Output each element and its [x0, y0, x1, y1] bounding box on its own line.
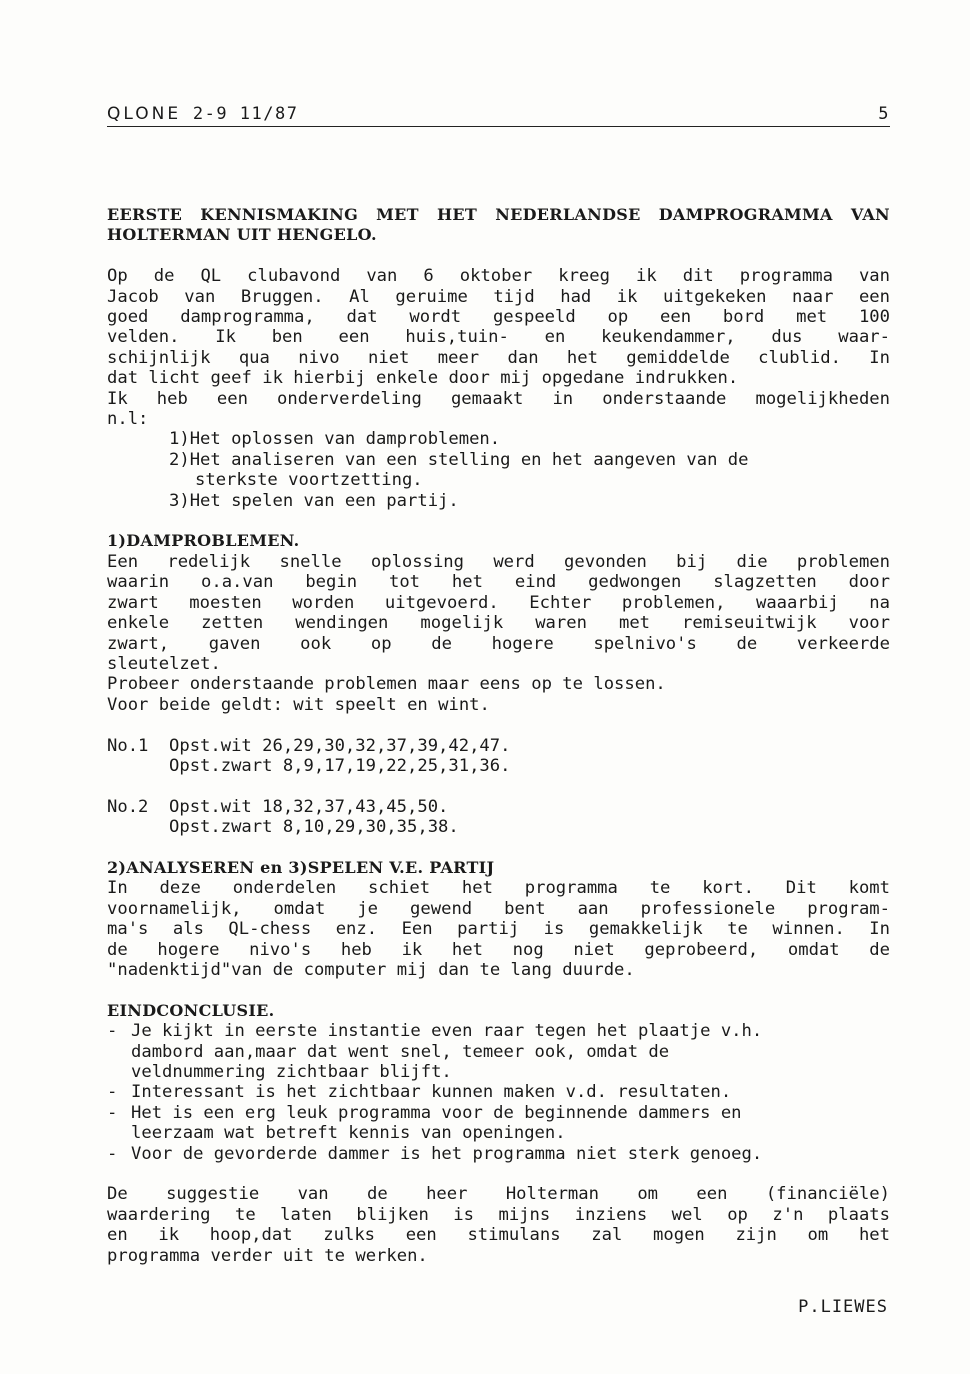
closing-paragraph: [107, 1184, 890, 1266]
text-line: programma verder uit te werken.: [107, 1245, 428, 1266]
problem-number: No.2: [107, 796, 149, 817]
text-line: zwart, gaven ook op de hogere spelnivo's de verkeerde: [107, 633, 890, 654]
options-list: [107, 429, 890, 511]
text-line: n.l:: [107, 409, 149, 430]
text-line: Voor beide geldt: wit speelt en wint.: [107, 694, 490, 715]
section-eindconclusie: [107, 1001, 890, 1164]
text-line: Probeer onderstaande problemen maar eens op te lossen.: [107, 674, 666, 695]
text-line: leerzaam wat betreft kennis van openingen.: [131, 1123, 566, 1144]
text-line: Interessant is het zichtbaar kunnen maken v.d. resultaten.: [131, 1082, 732, 1103]
text-line: Het is een erg leuk programma voor de beginnende dammers en: [131, 1102, 742, 1123]
text-line: In deze onderdelen schiet het programma te kort. Dit komt: [107, 878, 890, 899]
position-black: Opst.zwart 8,10,29,30,35,38.: [169, 817, 459, 838]
section-heading: EINDCONCLUSIE.: [107, 1000, 275, 1020]
text-line: Jacob van Bruggen. Al geruime tijd had ik uitgekeken naar een: [107, 286, 890, 307]
text-line: zwart moesten worden uitgevoerd. Echter problemen, waaarbij na: [107, 592, 890, 613]
bullet-item: [107, 1144, 890, 1164]
article-title-line-1: EERSTE KENNISMAKING MET HET NEDERLANDSE DAMPROGRAMMA VAN: [107, 205, 890, 224]
text-line: sleutelzet.: [107, 653, 221, 674]
text-line: schijnlijk qua nivo niet meer dan het gemiddelde clublid. In: [107, 347, 890, 368]
intro-paragraph: [107, 266, 890, 429]
page-header: [107, 104, 890, 127]
text-line: De suggestie van de heer Holterman om een (financiële): [107, 1184, 890, 1205]
position-black: Opst.zwart 8,9,17,19,22,25,31,36.: [169, 755, 511, 776]
text-line: dat licht geef ik hierbij enkele door mij opgedane indrukken.: [107, 368, 739, 389]
article-title-line-2: HOLTERMAN UIT HENGELO.: [107, 225, 377, 245]
text-line: goed damprogramma, dat wordt gespeeld op een bord met 100: [107, 307, 890, 328]
text-line: en ik hoop,dat zulks een stimulans zal mogen zijn om het: [107, 1225, 890, 1246]
bullet-item: [107, 1021, 890, 1082]
author-signature: P.LIEWES: [798, 1297, 888, 1317]
position-white: Opst.wit 18,32,37,43,45,50.: [169, 796, 449, 817]
text-line: waardering te laten blijken is mijns inziens wel op z'n plaats: [107, 1204, 890, 1225]
text-line: ma's als QL-chess enz. Een partij is gemakkelijk te winnen. In: [107, 919, 890, 940]
section-heading: 2)ANALYSEREN en 3)SPELEN V.E. PARTIJ: [107, 857, 495, 877]
issue-number: 2-9 11/87: [192, 104, 299, 124]
text-line: veldnummering zichtbaar blijft.: [131, 1061, 452, 1082]
list-item: 1)Het oplossen van damproblemen.: [169, 429, 501, 450]
problem-1: [107, 736, 890, 777]
text-line: voornamelijk, omdat je gewend bent aan professionele program-: [107, 898, 890, 919]
list-item: 2)Het analiseren van een stelling en het aangeven van de: [169, 449, 749, 470]
article-body: [107, 205, 890, 1266]
text-line: Voor de gevorderde dammer is het programma niet sterk genoeg.: [131, 1143, 763, 1164]
problem-number: No.1: [107, 735, 149, 756]
position-white: Opst.wit 26,29,30,32,37,39,42,47.: [169, 735, 511, 756]
bullet-dash: -: [107, 1021, 118, 1042]
list-item-continued: sterkste voortzetting.: [195, 470, 423, 491]
text-line: Op de QL clubavond van 6 oktober kreeg ik dit programma van: [107, 266, 890, 287]
section-damproblemen: [107, 531, 890, 715]
bullet-item: [107, 1103, 890, 1144]
text-line: de hogere nivo's heb ik het nog niet geprobeerd, omdat de: [107, 939, 890, 960]
text-line: Ik heb een onderverdeling gemaakt in onderstaande mogelijkheden: [107, 388, 890, 409]
text-line: dambord aan,maar dat went snel, temeer ook, omdat de: [131, 1041, 670, 1062]
problem-2: [107, 797, 890, 838]
section-analyseren: [107, 858, 890, 980]
text-line: "nadenktijd"van de computer mij dan te lang duurde.: [107, 959, 635, 980]
text-line: Een redelijk snelle oplossing werd gevonden bij die problemen: [107, 551, 890, 572]
text-line: enkele zetten wendingen mogelijk waren met remiseuitwijk voor: [107, 613, 890, 634]
page-number: 5: [878, 104, 890, 124]
bullet-dash: -: [107, 1082, 118, 1103]
magazine-logo: QLONE: [107, 104, 182, 124]
text-line: Je kijkt in eerste instantie even raar tegen het plaatje v.h.: [131, 1021, 763, 1042]
text-line: velden. Ik ben een huis,tuin- en keukendammer, dus waar-: [107, 327, 890, 348]
bullet-item: [107, 1082, 890, 1102]
bullet-dash: -: [107, 1143, 118, 1164]
list-item: 3)Het spelen van een partij.: [169, 490, 459, 511]
section-heading: 1)DAMPROBLEMEN.: [107, 531, 300, 551]
text-line: waarin o.a.van begin tot het eind gedwongen slagzetten door: [107, 572, 890, 593]
bullet-dash: -: [107, 1102, 118, 1123]
